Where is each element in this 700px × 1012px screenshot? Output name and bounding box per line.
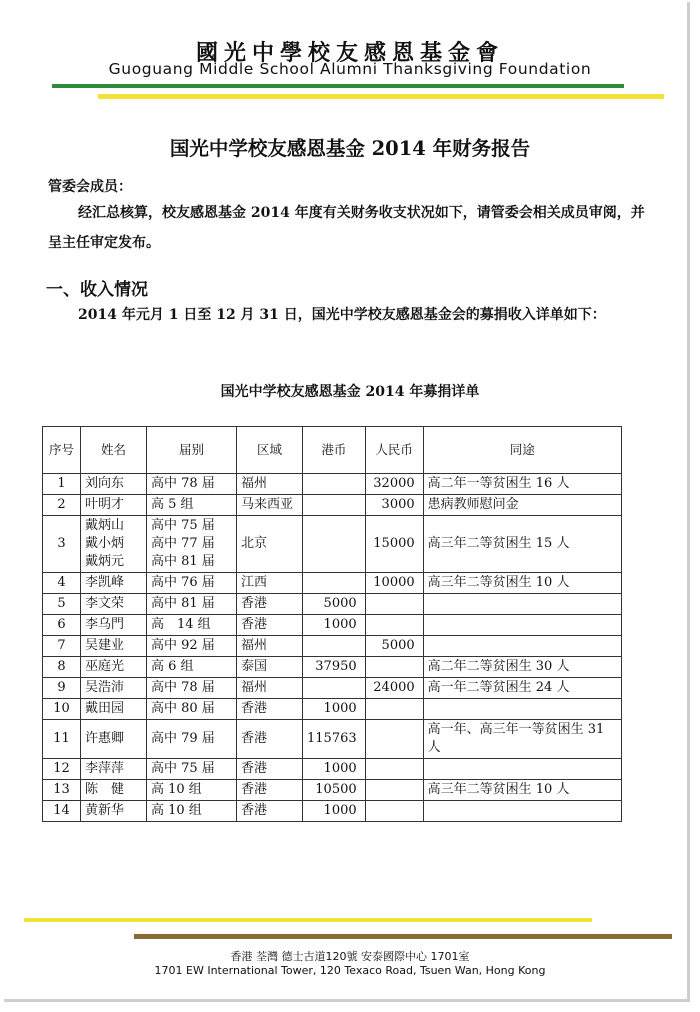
header-col-hkd: 港币 bbox=[303, 427, 366, 474]
cell-col-class: 高中 75 届 高中 77 届 高中 81 届 bbox=[147, 516, 237, 573]
greeting: 管委会成员： bbox=[48, 179, 132, 195]
footer-address-english: 1701 EW International Tower, 120 Texaco Road, Tsuen Wan, Hong Kong bbox=[154, 964, 546, 977]
cell-col-hkd bbox=[303, 516, 366, 573]
cell-col-hkd: 1000 bbox=[303, 699, 366, 720]
cell-col-purpose bbox=[423, 801, 621, 822]
cell-col-hkd: 1000 bbox=[303, 759, 366, 780]
cell-col-index: 3 bbox=[43, 516, 81, 573]
footer-yellow-rule bbox=[24, 918, 592, 922]
table-row bbox=[43, 573, 622, 594]
cell-col-index: 4 bbox=[43, 573, 81, 594]
cell-col-index: 9 bbox=[43, 678, 81, 699]
table-row bbox=[43, 780, 622, 801]
table-row bbox=[43, 759, 622, 780]
cell-col-name: 黄新华 bbox=[81, 801, 147, 822]
cell-col-name: 叶明才 bbox=[81, 495, 147, 516]
cell-col-region: 香港 bbox=[237, 720, 303, 759]
cell-col-hkd bbox=[303, 474, 366, 495]
cell-col-name: 戴田园 bbox=[81, 699, 147, 720]
cell-col-purpose: 高三年二等贫困生 10 人 bbox=[423, 573, 621, 594]
cell-col-class: 高中 81 届 bbox=[147, 594, 237, 615]
cell-col-name: 李凯峰 bbox=[81, 573, 147, 594]
cell-col-hkd bbox=[303, 636, 366, 657]
cell-col-hkd: 1000 bbox=[303, 801, 366, 822]
cell-col-rmb: 32000 bbox=[365, 474, 423, 495]
cell-col-region: 江西 bbox=[237, 573, 303, 594]
cell-col-class: 高中 78 届 bbox=[147, 678, 237, 699]
cell-col-region: 福州 bbox=[237, 678, 303, 699]
intro-paragraph: 经汇总核算，校友感恩基金 2014 年度有关财务收支状况如下，请管委会相关成员审阅，并呈主任审定发布。 bbox=[48, 205, 645, 251]
cell-col-index: 2 bbox=[43, 495, 81, 516]
cell-col-class: 高 10 组 bbox=[147, 780, 237, 801]
table-row bbox=[43, 699, 622, 720]
cell-col-index: 12 bbox=[43, 759, 81, 780]
cell-col-region: 香港 bbox=[237, 699, 303, 720]
cell-col-purpose: 高三年二等贫困生 10 人 bbox=[423, 780, 621, 801]
cell-col-hkd bbox=[303, 573, 366, 594]
cell-col-hkd: 1000 bbox=[303, 615, 366, 636]
donation-table bbox=[42, 426, 622, 822]
section-heading-income: 一、收入情况 bbox=[46, 280, 148, 300]
cell-col-purpose: 高二年二等贫困生 30 人 bbox=[423, 657, 621, 678]
cell-col-name: 吴浩沛 bbox=[81, 678, 147, 699]
cell-col-rmb: 24000 bbox=[365, 678, 423, 699]
cell-col-region: 福州 bbox=[237, 636, 303, 657]
cell-col-class: 高中 76 届 bbox=[147, 573, 237, 594]
cell-col-index: 1 bbox=[43, 474, 81, 495]
report-title: 国光中学校友感恩基金 2014 年财务报告 bbox=[169, 137, 531, 160]
letterhead-green-rule bbox=[52, 84, 624, 88]
cell-col-purpose: 高一年二等贫困生 24 人 bbox=[423, 678, 621, 699]
cell-col-purpose: 高一年、高三年一等贫困生 31 人 bbox=[423, 720, 621, 759]
header-col-class: 届别 bbox=[147, 427, 237, 474]
cell-col-class: 高 10 组 bbox=[147, 801, 237, 822]
cell-col-purpose bbox=[423, 615, 621, 636]
table-header-row bbox=[43, 427, 622, 474]
cell-col-name: 巫庭光 bbox=[81, 657, 147, 678]
table-row bbox=[43, 678, 622, 699]
cell-col-name: 刘向东 bbox=[81, 474, 147, 495]
cell-col-rmb: 5000 bbox=[365, 636, 423, 657]
table-row bbox=[43, 720, 622, 759]
cell-col-purpose bbox=[423, 636, 621, 657]
cell-col-rmb bbox=[365, 801, 423, 822]
cell-col-hkd: 37950 bbox=[303, 657, 366, 678]
cell-col-region: 香港 bbox=[237, 615, 303, 636]
cell-col-name: 吴建业 bbox=[81, 636, 147, 657]
cell-col-name: 许惠卿 bbox=[81, 720, 147, 759]
cell-col-name: 李乌門 bbox=[81, 615, 147, 636]
table-row bbox=[43, 636, 622, 657]
cell-col-index: 10 bbox=[43, 699, 81, 720]
cell-col-index: 13 bbox=[43, 780, 81, 801]
cell-col-purpose: 高三年二等贫困生 15 人 bbox=[423, 516, 621, 573]
cell-col-index: 6 bbox=[43, 615, 81, 636]
cell-col-name: 陈 健 bbox=[81, 780, 147, 801]
cell-col-rmb bbox=[365, 615, 423, 636]
cell-col-index: 7 bbox=[43, 636, 81, 657]
cell-col-class: 高中 78 届 bbox=[147, 474, 237, 495]
cell-col-region: 香港 bbox=[237, 759, 303, 780]
cell-col-region: 香港 bbox=[237, 801, 303, 822]
header-col-index: 序号 bbox=[43, 427, 81, 474]
cell-col-rmb bbox=[365, 657, 423, 678]
cell-col-class: 高中 79 届 bbox=[147, 720, 237, 759]
cell-col-region: 泰国 bbox=[237, 657, 303, 678]
cell-col-region: 香港 bbox=[237, 780, 303, 801]
table-row bbox=[43, 495, 622, 516]
cell-col-index: 5 bbox=[43, 594, 81, 615]
cell-col-name: 李萍萍 bbox=[81, 759, 147, 780]
cell-col-rmb bbox=[365, 594, 423, 615]
cell-col-rmb bbox=[365, 759, 423, 780]
cell-col-hkd bbox=[303, 495, 366, 516]
footer-brown-rule bbox=[134, 934, 672, 939]
cell-col-class: 高 5 组 bbox=[147, 495, 237, 516]
cell-col-name: 戴炳山 戴小炳 戴炳元 bbox=[81, 516, 147, 573]
cell-col-hkd: 5000 bbox=[303, 594, 366, 615]
header-col-rmb: 人民币 bbox=[365, 427, 423, 474]
cell-col-class: 高中 80 届 bbox=[147, 699, 237, 720]
letterhead-english-name: Guoguang Middle School Alumni Thanksgiving Foundation bbox=[108, 60, 592, 78]
table-row bbox=[43, 801, 622, 822]
cell-col-rmb: 10000 bbox=[365, 573, 423, 594]
table-row bbox=[43, 657, 622, 678]
letterhead-yellow-rule bbox=[98, 94, 664, 99]
table-row bbox=[43, 516, 622, 573]
cell-col-hkd: 10500 bbox=[303, 780, 366, 801]
header-col-name: 姓名 bbox=[81, 427, 147, 474]
cell-col-purpose: 患病教师慰问金 bbox=[423, 495, 621, 516]
cell-col-rmb bbox=[365, 699, 423, 720]
cell-col-index: 14 bbox=[43, 801, 81, 822]
cell-col-class: 高中 75 届 bbox=[147, 759, 237, 780]
cell-col-rmb: 3000 bbox=[365, 495, 423, 516]
cell-col-name: 李文荣 bbox=[81, 594, 147, 615]
cell-col-class: 高 14 组 bbox=[147, 615, 237, 636]
cell-col-rmb: 15000 bbox=[365, 516, 423, 573]
header-col-purpose: 同途 bbox=[423, 427, 621, 474]
cell-col-rmb bbox=[365, 780, 423, 801]
table-row bbox=[43, 615, 622, 636]
cell-col-region: 北京 bbox=[237, 516, 303, 573]
cell-col-purpose: 高二年一等贫困生 16 人 bbox=[423, 474, 621, 495]
cell-col-region: 福州 bbox=[237, 474, 303, 495]
cell-col-region: 马来西亚 bbox=[237, 495, 303, 516]
table-title: 国光中学校友感恩基金 2014 年募捐详单 bbox=[220, 384, 480, 400]
cell-col-hkd: 115763 bbox=[303, 720, 366, 759]
letterhead-chinese-name: 國光中學校友感恩基金會 bbox=[195, 40, 504, 66]
cell-col-index: 8 bbox=[43, 657, 81, 678]
table-row bbox=[43, 474, 622, 495]
income-paragraph: 2014 年元月 1 日至 12 月 31 日，国光中学校友感恩基金会的募捐收入详单如下： bbox=[78, 307, 606, 323]
table-row bbox=[43, 594, 622, 615]
cell-col-hkd bbox=[303, 678, 366, 699]
cell-col-rmb bbox=[365, 720, 423, 759]
header-col-region: 区域 bbox=[237, 427, 303, 474]
cell-col-purpose bbox=[423, 699, 621, 720]
cell-col-purpose bbox=[423, 759, 621, 780]
table-body bbox=[43, 474, 622, 822]
cell-col-purpose bbox=[423, 594, 621, 615]
cell-col-region: 香港 bbox=[237, 594, 303, 615]
cell-col-index: 11 bbox=[43, 720, 81, 759]
footer-address-chinese: 香港 荃灣 德士古道120號 安泰國際中心 1701室 bbox=[230, 950, 470, 963]
cell-col-class: 高 6 组 bbox=[147, 657, 237, 678]
cell-col-class: 高中 92 届 bbox=[147, 636, 237, 657]
